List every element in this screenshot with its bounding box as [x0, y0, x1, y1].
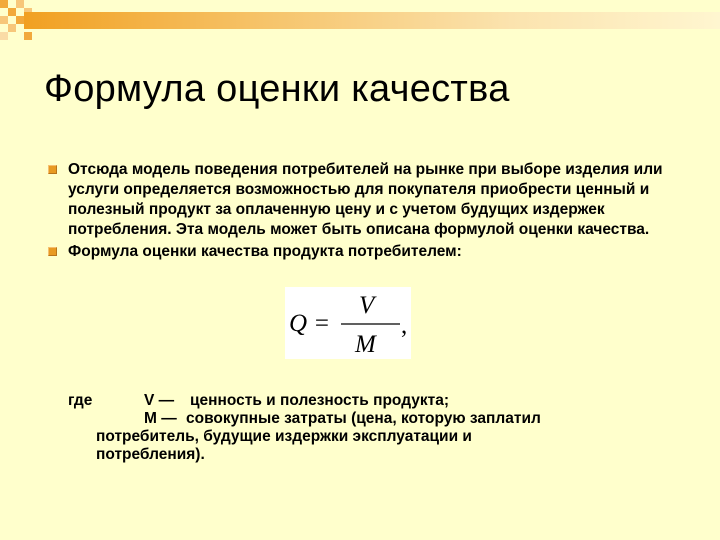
legend-row-m — [68, 410, 668, 428]
formula-comma: , — [401, 312, 408, 339]
bullet-list — [48, 160, 668, 264]
legend-row-v — [68, 392, 668, 410]
decor-square — [0, 32, 8, 40]
formula-numerator: V — [359, 292, 375, 319]
header-gradient-bar — [24, 12, 720, 29]
decor-square — [24, 32, 32, 40]
decor-square — [16, 16, 24, 24]
square-bullet-icon — [48, 247, 57, 256]
legend-m-desc-line: потребитель, будущие издержки эксплуатации и — [96, 428, 472, 445]
formula — [285, 287, 411, 359]
legend-v-term: V — — [144, 392, 175, 409]
decor-square — [16, 0, 24, 8]
formula-legend — [68, 392, 668, 464]
legend-where: где — [68, 392, 93, 409]
legend-v-desc: ценность и полезность продукта; — [190, 392, 449, 409]
slide-title: Формула оценки качества — [44, 68, 510, 110]
bullet-text: Отсюда модель поведения потребителей на рынке при выборе изделия или услуги определяется возможностью для покупателя приобрести ценный и полезный продукт за оплаченную цену и с учетом будущих издержек потребления. Эта модель может быть описана формулой оценки качества. — [68, 161, 663, 238]
bullet-item — [48, 160, 668, 240]
legend-m-desc: совокупные затраты (цена, которую заплатил — [186, 410, 541, 427]
bullet-text: Формула оценки качества продукта потребителем: — [68, 243, 462, 260]
decor-square — [8, 24, 16, 32]
legend-m-desc-line: потребления). — [96, 446, 205, 463]
decor-square — [0, 16, 8, 24]
formula-lhs: Q = — [289, 310, 331, 337]
formula-denominator: M — [355, 331, 376, 358]
legend-m-desc-cont — [68, 428, 668, 464]
decor-square — [8, 8, 16, 16]
legend-m-term: М — — [144, 410, 177, 427]
square-bullet-icon — [48, 165, 57, 174]
decor-square — [0, 0, 8, 8]
bullet-item — [48, 242, 668, 262]
